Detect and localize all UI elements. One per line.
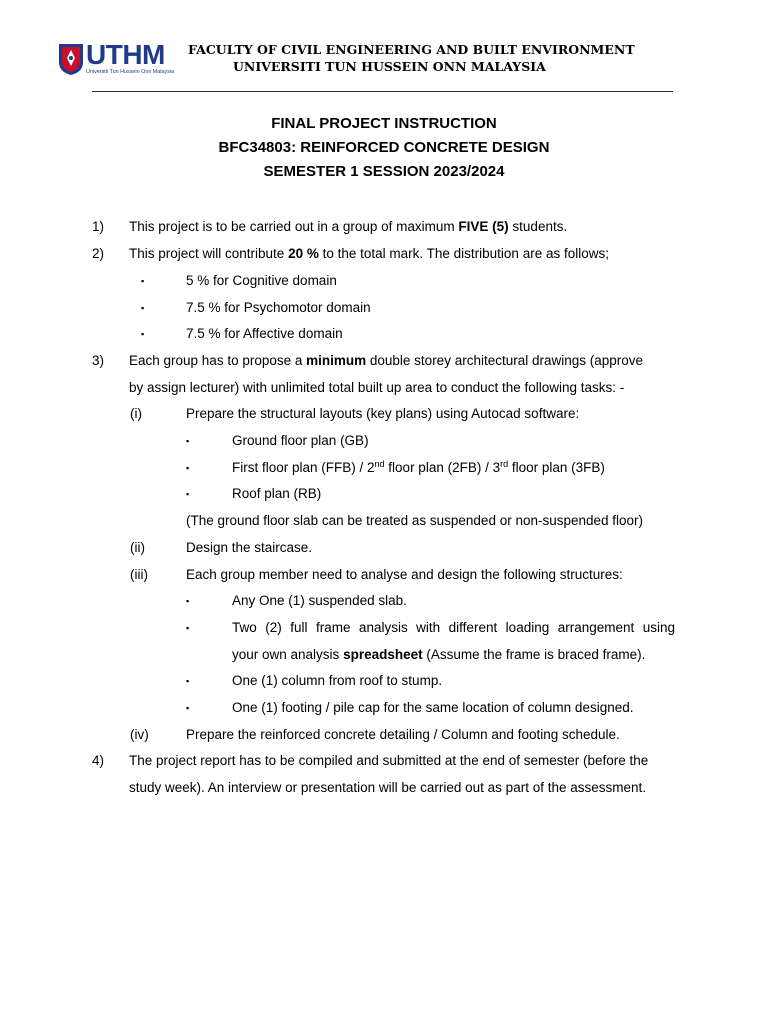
item-3-text: Each group has to propose a minimum double storey architectural drawings (approve xyxy=(129,353,644,368)
sub-item-label: (ii) xyxy=(130,540,145,555)
item-number: 4) xyxy=(92,753,105,768)
sub-item-text: Prepare the structural layouts (key plans) using Autocad software: xyxy=(186,406,580,421)
bullet-icon: ▪ xyxy=(186,436,190,446)
list-item: Roof plan (RB) xyxy=(232,486,322,501)
logo-wordmark: UTHM xyxy=(86,39,165,70)
list-item: Any One (1) suspended slab. xyxy=(232,593,407,608)
list-item: Two (2) full frame analysis with different loading arrangement using xyxy=(232,620,675,635)
list-item-continued: your own analysis spreadsheet (Assume the frame is braced frame). xyxy=(232,647,646,662)
bullet-icon: ▪ xyxy=(186,703,190,713)
bullet-icon: ▪ xyxy=(186,676,190,686)
header-divider xyxy=(92,91,673,92)
sub-item-text: Each group member need to analyse and design the following structures: xyxy=(186,567,623,582)
logo-tagline: Universiti Tun Hussein Onn Malaysia xyxy=(86,69,175,75)
note-text: (The ground floor slab can be treated as suspended or non-suspended floor) xyxy=(186,513,644,528)
sub-item-label: (i) xyxy=(130,406,142,421)
bullet-icon: ▪ xyxy=(186,623,190,633)
university-name: UNIVERSITI TUN HUSSEIN ONN MALAYSIA xyxy=(233,59,546,74)
sub-item-label: (iii) xyxy=(130,567,148,582)
item-number: 3) xyxy=(92,353,105,368)
bullet-icon: ▪ xyxy=(186,596,190,606)
uthm-crest-icon xyxy=(58,42,84,76)
item-3-text-line2: by assign lecturer) with unlimited total built up area to conduct the following tasks: - xyxy=(129,380,625,395)
list-item: One (1) column from roof to stump. xyxy=(232,673,443,688)
list-item: First floor plan (FFB) / 2nd floor plan (2FB) / 3rd floor plan (3FB) xyxy=(232,459,605,475)
item-4-text: The project report has to be compiled and submitted at the end of semester (before the xyxy=(129,753,649,768)
bullet-icon: ▪ xyxy=(141,276,145,286)
sub-item-text: Design the staircase. xyxy=(186,540,313,555)
bullet-icon: ▪ xyxy=(186,463,190,473)
item-4-text-line2: study week). An interview or presentation will be carried out as part of the assessment. xyxy=(129,780,647,795)
list-item: Ground floor plan (GB) xyxy=(232,433,369,448)
item-2-text: This project will contribute 20 % to the total mark. The distribution are as follows; xyxy=(129,246,609,261)
item-number: 2) xyxy=(92,246,105,261)
list-item: One (1) footing / pile cap for the same location of column designed. xyxy=(232,700,634,715)
course-title: BFC34803: REINFORCED CONCRETE DESIGN xyxy=(218,139,550,156)
item-1-text: This project is to be carried out in a group of maximum FIVE (5) students. xyxy=(129,219,568,234)
semester-title: SEMESTER 1 SESSION 2023/2024 xyxy=(263,163,505,180)
bullet-icon: ▪ xyxy=(141,303,145,313)
uthm-logo xyxy=(58,39,182,78)
faculty-name: FACULTY OF CIVIL ENGINEERING AND BUILT ENVIRONMENT xyxy=(188,42,635,57)
document-title: FINAL PROJECT INSTRUCTION xyxy=(271,115,497,132)
item-number: 1) xyxy=(92,219,105,234)
list-item: 7.5 % for Psychomotor domain xyxy=(186,300,371,315)
bullet-icon: ▪ xyxy=(186,489,190,499)
list-item: 5 % for Cognitive domain xyxy=(186,273,337,288)
bullet-icon: ▪ xyxy=(141,329,145,339)
list-item: 7.5 % for Affective domain xyxy=(186,326,343,341)
sub-item-label: (iv) xyxy=(130,727,149,742)
sub-item-text: Prepare the reinforced concrete detailing / Column and footing schedule. xyxy=(186,727,620,742)
